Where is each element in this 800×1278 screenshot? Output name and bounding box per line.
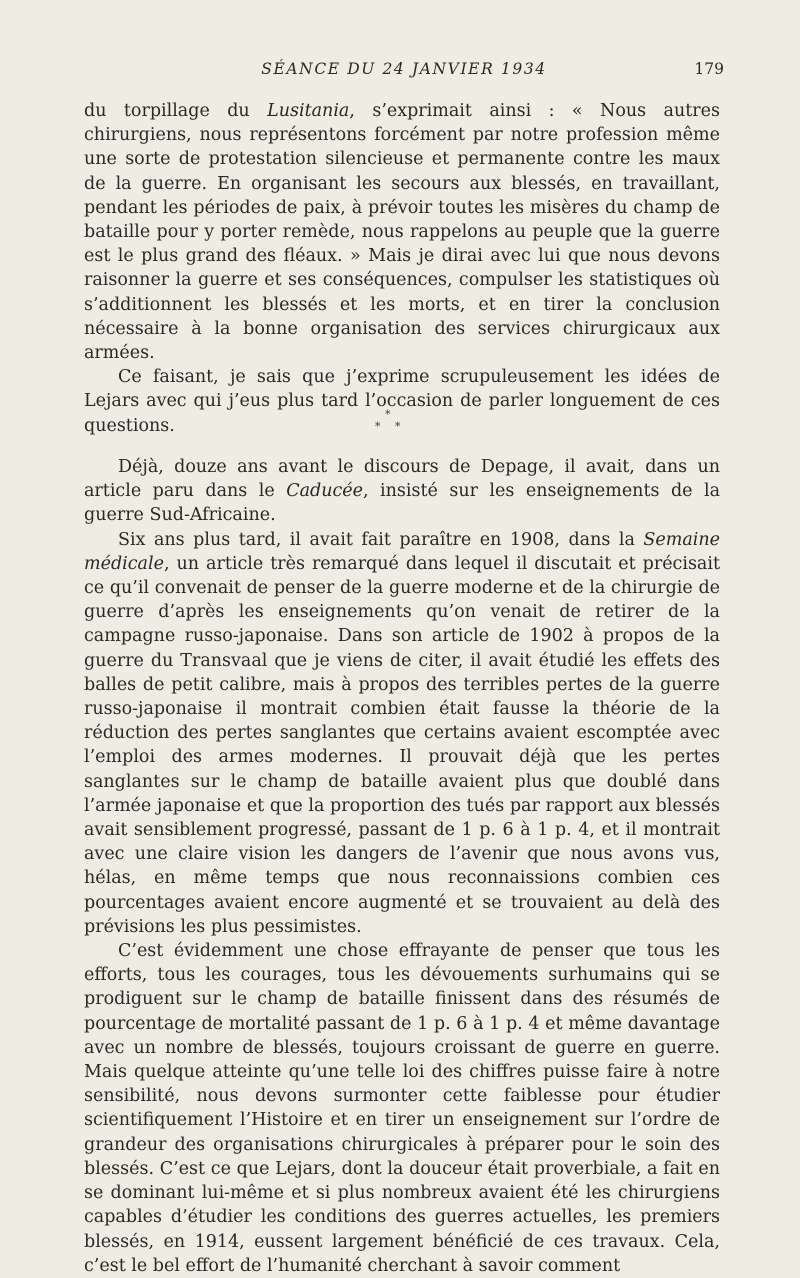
page-number: 179	[694, 60, 724, 78]
paragraph-4-text-a: Six ans plus tard, il avait fait paraître en 1908, dans la	[118, 529, 644, 550]
running-title: SÉANCE DU 24 JANVIER 1934	[261, 60, 547, 78]
asterism-star-left: *	[375, 420, 381, 433]
running-header	[84, 60, 724, 84]
paragraph-3-text-a: Déjà, douze ans avant le discours de Depage, il avait, dans un article paru dans le	[84, 457, 720, 502]
paragraph-1	[84, 99, 720, 365]
journal-name-caducee: Caducée	[286, 481, 364, 502]
paragraph-4-text-b: , un article très remarqué dans lequel il discutait et précisait ce qu’il convenait de penser de la guerre moderne et de la chirurgie de guerre d’après les enseignements qu’on venait de retirer de la campagne russo-japonaise. Dans son article de 1902 à propos de la guerre du Transvaal que je viens de citer, il avait étudié les effets des balles de petit calibre, mais à propos des terribles pertes de la guerre russo-japonaise il montrait combien était fausse la théorie de la réduction des pertes sanglantes que certains avaient escomptée avec l’emploi des armes modernes. Il prouvait déjà que les pertes sanglantes sur le champ de bataille avaient plus que doublé dans l’armée japonaise et que la proportion des tués par rapport aux blessés avait sensiblement progressé, passant de 1 p. 6 à 1 p. 4, et il montrait avec une claire vision les dangers de l’avenir que nous avons vus, hélas, en même temps que nous reconnaissions combien ces pourcentages avaient encore augmenté et se trouvaient au delà des prévisions les plus pessimistes.	[84, 553, 720, 937]
paragraph-3	[84, 455, 720, 528]
asterism-star-right: *	[395, 420, 401, 433]
section-asterism	[370, 408, 410, 434]
paragraph-2: Ce faisant, je sais que j’exprime scrupuleusement les idées de Lejars avec qui j’eus plus tard l’occasion de parler longuement de ces questions.	[84, 367, 720, 436]
text-section-2	[84, 455, 720, 1278]
paragraph-5: C’est évidemment une chose effrayante de penser que tous les efforts, tous les courages, tous les dévouements surhumains qui se prodiguent sur le champ de bataille finissent dans des résumés de pourcentage de mortalité passant de 1 p. 6 à 1 p. 4 et même davantage avec un nombre de blessés, toujours croissant de guerre en guerre. Mais quelque atteinte qu’une telle loi des chiffres puisse faire à notre sensibilité, nous devons surmonter cette faiblesse pour étudier scientifiquement l’Histoire et en tirer un enseignement sur l’ordre de grandeur des organisations chirurgicales à préparer pour le soin des blessés. C’est ce que Lejars, dont la douceur était proverbiale, a fait en se dominant lui-même et si plus nombreux avaient été les chirurgiens capables d’étudier les conditions des guerres actuelles, les premiers blessés, en 1914, eussent largement bénéficié de ces travaux. Cela, c’est le bel effort de l’humanité cherchant à savoir comment	[84, 941, 720, 1276]
journal-name-semaine-medicale: Semaine médicale	[84, 529, 720, 574]
paragraph-3-text-b: , insisté sur les enseignements de la guerre Sud-Africaine.	[84, 481, 721, 526]
paragraph-1-text-b: , s’exprimait ainsi : « Nous autres chirurgiens, nous représentons forcément par notre profession même une sorte de protestation silencieuse et permanente contre les maux de la guerre. En organisant les secours aux blessés, en travaillant, pendant les périodes de paix, à prévoir toutes les misères du champ de bataille pour y porter remède, nous rappelons au peuple que la guerre est le plus grand des fléaux. » Mais je dirai avec lui que nous devons raisonner la guerre et ses conséquences, compulser les statistiques où s’additionnent les blessés et les morts, et en tirer la conclusion nécessaire à la bonne organisation des services chirurgicaux aux armées.	[84, 101, 720, 364]
ship-name-lusitania: Lusitania	[267, 101, 350, 121]
asterism-star-top: *	[385, 408, 391, 421]
paragraph-1-text-a: du torpillage du	[84, 101, 268, 121]
text-section-1	[84, 99, 720, 438]
paragraph-4	[84, 528, 720, 939]
